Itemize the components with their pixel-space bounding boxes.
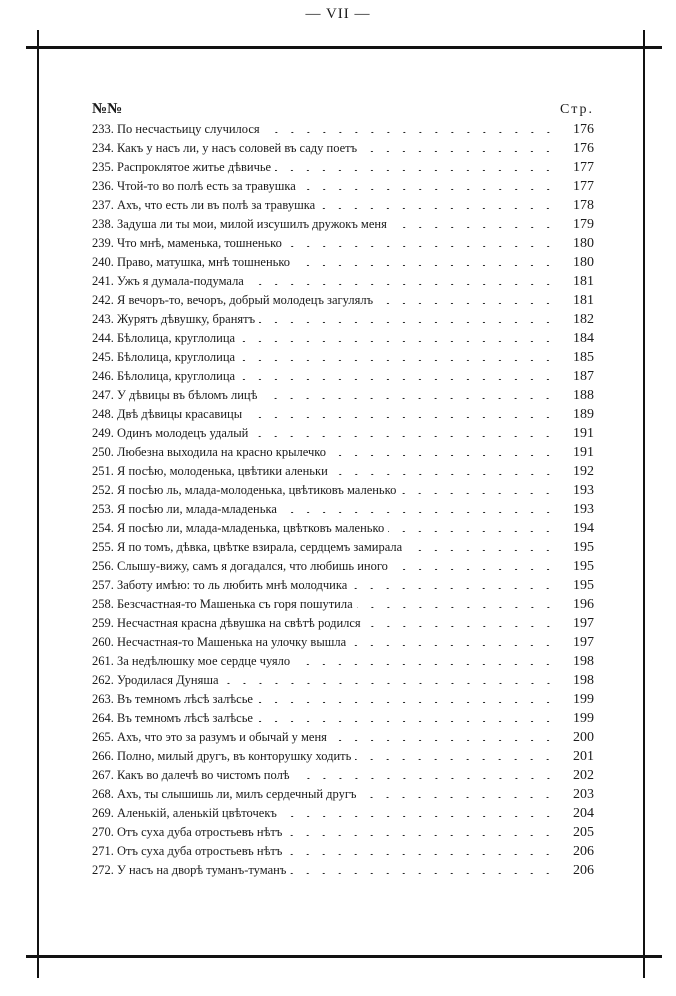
toc-entry-page: 181: [573, 293, 594, 308]
left-rule: [37, 30, 39, 978]
toc-entry-title: Я посѣю ли, млада-младенька: [117, 502, 277, 516]
toc-entry-page: 187: [573, 369, 594, 384]
toc-entry-page: 204: [573, 806, 594, 821]
toc-entry-number: 250.: [92, 445, 114, 459]
toc-entry-number: 252.: [92, 483, 114, 497]
toc-entry: [92, 576, 594, 595]
toc-entry-number: 248.: [92, 407, 114, 421]
toc-entry-number: 254.: [92, 521, 114, 535]
toc-entry-page: 182: [573, 312, 594, 327]
toc-entry-page: 199: [573, 692, 594, 707]
toc-entry-number: 245.: [92, 350, 114, 364]
toc-entry-number: 236.: [92, 179, 114, 193]
toc-entry: [92, 348, 594, 367]
page-header: — VII —: [305, 6, 371, 22]
toc-entry-number: 251.: [92, 464, 114, 478]
toc-entry: [92, 405, 594, 424]
dot-leader: [357, 596, 556, 609]
toc-entry-title: Одинъ молодецъ удалый: [117, 426, 249, 440]
toc-entry-title: Я по томъ, дѣвка, цвѣтке взирала, сердцемъ замирала: [117, 540, 403, 554]
toc-entry: [92, 785, 594, 804]
toc-entry-number: 256.: [92, 559, 114, 573]
dot-leader: [281, 805, 556, 818]
toc-entry-title: По несчастьицу случилося: [117, 122, 260, 136]
toc-entry-number: 263.: [92, 692, 114, 706]
toc-entry-title: Распроклятое житье дѣвичье: [117, 160, 272, 174]
dot-leader: [331, 729, 556, 742]
toc-entry-number: 242.: [92, 293, 114, 307]
dot-leader: [377, 292, 556, 305]
toc-entry-page: 198: [573, 654, 594, 669]
toc-entry-number: 272.: [92, 863, 114, 877]
toc-entry: [92, 253, 594, 272]
toc-entry-number: 265.: [92, 730, 114, 744]
toc-entry-page: 206: [573, 844, 594, 859]
dot-leader: [257, 691, 556, 704]
toc-entry-number: 270.: [92, 825, 114, 839]
toc-entry-title: Уродилася Дуняша: [117, 673, 219, 687]
dot-leader: [294, 653, 556, 666]
toc-entry-number: 243.: [92, 312, 114, 326]
toc-header: [92, 96, 594, 120]
toc-entry-title: Полно, милый другъ, въ конторушку ходить: [117, 749, 352, 763]
dot-leader: [239, 349, 556, 362]
dot-leader: [223, 672, 556, 685]
toc-entry: [92, 158, 594, 177]
toc-entry-page: 179: [573, 217, 594, 232]
toc-entry: [92, 519, 594, 538]
toc-entry-title: Бѣлолица, круглолица: [117, 369, 236, 383]
toc-entry-title: Отъ суха дуба отростьевъ нѣтъ: [117, 825, 283, 839]
toc-entry-number: 253.: [92, 502, 114, 516]
toc-entry-page: 198: [573, 673, 594, 688]
toc-entry-title: Задуша ли ты мои, милой изсушилъ дружокъ меня: [117, 217, 387, 231]
toc-entry-title: Я посѣю ль, млада-молоденька, цвѣтиковъ маленько: [117, 483, 397, 497]
toc-entry: [92, 310, 594, 329]
dot-leader: [286, 824, 556, 837]
toc-entry: [92, 804, 594, 823]
toc-entry-page: 200: [573, 730, 594, 745]
dot-leader: [330, 444, 556, 457]
toc-entry-title: Безсчастная-то Машенька съ горя пошутила: [117, 597, 353, 611]
toc-entry-title: За недѣлюшку мое сердце чуяло: [117, 654, 291, 668]
toc-entry-number: 249.: [92, 426, 114, 440]
toc-entry-title: Ахъ, что есть ли въ полѣ за травушка: [117, 198, 316, 212]
toc-entry-title: Что мнѣ, маменька, тошненько: [117, 236, 282, 250]
toc-entry-number: 235.: [92, 160, 114, 174]
toc-entry: [92, 139, 594, 158]
toc-entry-page: 188: [573, 388, 594, 403]
toc-entry-page: 184: [573, 331, 594, 346]
toc-entry-title: Слышу-вижу, самъ я догадался, что любишь иного: [117, 559, 388, 573]
dot-leader: [360, 786, 556, 799]
toc-entry-page: 195: [573, 540, 594, 555]
dot-leader: [365, 615, 556, 628]
toc-entry: [92, 690, 594, 709]
toc-entry-title: Какъ во далечѣ во чистомъ полѣ: [117, 768, 290, 782]
toc-entry: [92, 443, 594, 462]
dot-leader: [388, 520, 556, 533]
toc-entry-page: 205: [573, 825, 594, 840]
toc-entry-title: Ахъ, что это за разумъ и обычай у меня: [117, 730, 327, 744]
toc-entry: [92, 538, 594, 557]
toc-entry-number: 264.: [92, 711, 114, 725]
toc-entry: [92, 234, 594, 253]
toc-entry-page: 191: [573, 426, 594, 441]
toc-entry: [92, 766, 594, 785]
toc-entry-page: 181: [573, 274, 594, 289]
toc-entry-page: 195: [573, 578, 594, 593]
toc-entry-title: Въ темномъ лѣсѣ залѣсье: [117, 692, 253, 706]
bottom-rule: [26, 955, 662, 958]
toc-entry: [92, 671, 594, 690]
toc-entry-number: 261.: [92, 654, 114, 668]
toc-entry: [92, 861, 594, 880]
toc-entry-number: 233.: [92, 122, 114, 136]
toc-entry-page: 178: [573, 198, 594, 213]
toc-entry-number: 269.: [92, 806, 114, 820]
toc-entry: [92, 196, 594, 215]
dot-leader: [351, 577, 556, 590]
toc-entry: [92, 823, 594, 842]
toc-entry-page: 191: [573, 445, 594, 460]
dot-leader: [294, 767, 556, 780]
toc-entry-number: 258.: [92, 597, 114, 611]
toc-entry-title: Въ темномъ лѣсѣ залѣсье: [117, 711, 253, 725]
toc-entry-title: Я посѣю, молоденька, цвѣтики аленьки: [117, 464, 328, 478]
toc-entry-title: У насъ на дворѣ туманъ-туманъ: [117, 863, 287, 877]
toc-entry: [92, 215, 594, 234]
toc-entry-page: 180: [573, 236, 594, 251]
toc-entry-number: 271.: [92, 844, 114, 858]
dot-leader: [257, 710, 556, 723]
toc-entry-title: Какъ у насъ ли, у насъ соловей въ саду поетъ: [117, 141, 358, 155]
toc-entry-page: 177: [573, 160, 594, 175]
toc-entry-page: 202: [573, 768, 594, 783]
dot-leader: [319, 197, 556, 210]
toc-entry-title: Заботу имѣю: то ль любить мнѣ молодчика: [117, 578, 348, 592]
toc-entry-page: 180: [573, 255, 594, 270]
toc-entry-page: 195: [573, 559, 594, 574]
toc-entry-number: 237.: [92, 198, 114, 212]
toc-entry-title: Журятъ дѣвушку, бранятъ: [117, 312, 256, 326]
toc-entry: [92, 386, 594, 405]
toc-entry-page: 176: [573, 141, 594, 156]
toc-number-column-header: №№: [92, 101, 123, 117]
toc-entry-page: 196: [573, 597, 594, 612]
dot-leader: [252, 425, 556, 438]
toc-entry-number: 238.: [92, 217, 114, 231]
toc-entry-number: 255.: [92, 540, 114, 554]
dot-leader: [350, 634, 556, 647]
dot-leader: [294, 254, 556, 267]
toc-entry-title: Несчастная красна дѣвушка на свѣтѣ родился: [117, 616, 361, 630]
toc-entry-number: 234.: [92, 141, 114, 155]
dot-leader: [248, 273, 556, 286]
dot-leader: [361, 140, 556, 153]
toc-entry: [92, 557, 594, 576]
toc-entry-title: Отъ суха дуба отростьевъ нѣтъ: [117, 844, 283, 858]
toc-entry-title: Двѣ дѣвицы красавицы: [117, 407, 243, 421]
toc-entry-page: 193: [573, 502, 594, 517]
toc-entry: [92, 120, 594, 139]
toc-entry: [92, 709, 594, 728]
toc-entry-number: 268.: [92, 787, 114, 801]
dot-leader: [391, 216, 556, 229]
dot-leader: [300, 178, 556, 191]
toc-entry-title: Чтой-то во полѣ есть за травушка: [117, 179, 296, 193]
toc-entry-page: 189: [573, 407, 594, 422]
toc-list: [92, 120, 594, 880]
toc-entry: [92, 481, 594, 500]
right-rule: [643, 30, 645, 978]
toc-entry-page: 197: [573, 616, 594, 631]
dot-leader: [246, 406, 556, 419]
toc-entry-number: 267.: [92, 768, 114, 782]
toc-entry: [92, 728, 594, 747]
toc-entry-page: 185: [573, 350, 594, 365]
toc-entry: [92, 177, 594, 196]
toc-entry-number: 246.: [92, 369, 114, 383]
toc-entry-number: 260.: [92, 635, 114, 649]
toc-entry-page: 192: [573, 464, 594, 479]
toc-entry-title: Право, матушка, мнѣ тошненько: [117, 255, 291, 269]
toc-entry-number: 266.: [92, 749, 114, 763]
dot-leader: [239, 330, 556, 343]
toc-entry: [92, 595, 594, 614]
toc-entry: [92, 747, 594, 766]
toc-entry: [92, 462, 594, 481]
toc-entry-number: 240.: [92, 255, 114, 269]
toc-entry-number: 262.: [92, 673, 114, 687]
dot-leader: [264, 121, 556, 134]
toc-entry-page: 201: [573, 749, 594, 764]
toc-entry: [92, 272, 594, 291]
dot-leader: [400, 482, 556, 495]
toc-entry-page: 194: [573, 521, 594, 536]
toc-entry-page: 176: [573, 122, 594, 137]
toc-entry-page: 199: [573, 711, 594, 726]
dot-leader: [290, 862, 556, 875]
dot-leader: [286, 235, 556, 248]
toc-entry-number: 244.: [92, 331, 114, 345]
dot-leader: [392, 558, 556, 571]
toc-entry-page: 177: [573, 179, 594, 194]
toc-entry-page: 197: [573, 635, 594, 650]
dot-leader: [239, 368, 556, 381]
toc-entry-number: 241.: [92, 274, 114, 288]
dot-leader: [406, 539, 556, 552]
toc-entry-number: 257.: [92, 578, 114, 592]
toc-entry-title: Ахъ, ты слышишь ли, милъ сердечный другъ: [117, 787, 357, 801]
toc-entry-page: 206: [573, 863, 594, 878]
toc-entry: [92, 614, 594, 633]
dot-leader: [281, 501, 556, 514]
toc-entry-page: 193: [573, 483, 594, 498]
toc-entry-title: У дѣвицы въ бѣломъ лицѣ: [117, 388, 258, 402]
toc-entry-title: Бѣлолица, круглолица: [117, 331, 236, 345]
toc-entry: [92, 367, 594, 386]
top-rule: [26, 46, 662, 49]
toc-entry: [92, 842, 594, 861]
toc-entry: [92, 329, 594, 348]
toc-entry-title: Аленькій, аленькій цвѣточекъ: [117, 806, 277, 820]
toc-entry-page: 203: [573, 787, 594, 802]
toc-entry: [92, 633, 594, 652]
toc-entry-number: 247.: [92, 388, 114, 402]
dot-leader: [275, 159, 556, 172]
toc-entry-number: 239.: [92, 236, 114, 250]
toc-entry: [92, 500, 594, 519]
toc-entry: [92, 291, 594, 310]
toc-entry: [92, 424, 594, 443]
dot-leader: [261, 387, 556, 400]
toc-entry-number: 259.: [92, 616, 114, 630]
toc-page-column-header: Стр.: [560, 102, 594, 117]
toc-entry-title: Я вечоръ-то, вечоръ, добрый молодецъ загулялъ: [117, 293, 374, 307]
dot-leader: [286, 843, 556, 856]
table-of-contents: [92, 96, 594, 880]
toc-entry-title: Бѣлолица, круглолица: [117, 350, 236, 364]
dot-leader: [259, 311, 556, 324]
toc-entry-title: Любезна выходила на красно крылечко: [117, 445, 326, 459]
toc-entry-title: Несчастная-то Машенька на улочку вышла: [117, 635, 347, 649]
toc-entry-title: Ужъ я думала-подумала: [117, 274, 244, 288]
toc-entry: [92, 652, 594, 671]
dot-leader: [355, 748, 556, 761]
toc-entry-title: Я посѣю ли, млада-младенька, цвѣтковъ маленько: [117, 521, 385, 535]
dot-leader: [332, 463, 556, 476]
